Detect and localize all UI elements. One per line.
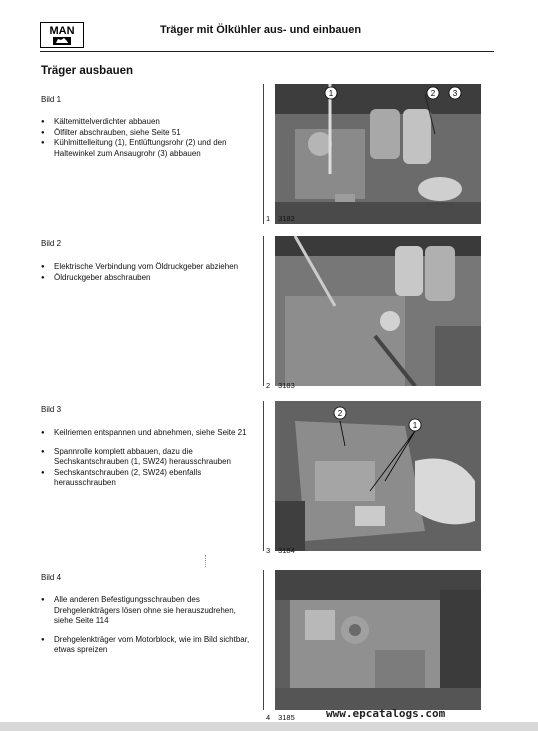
callout-2 [427, 87, 439, 99]
step-2-bullets [41, 262, 251, 283]
step-3-bullets [41, 428, 251, 489]
section-title: Träger ausbauen [41, 65, 134, 77]
callout-3 [449, 87, 461, 99]
figure-4-number: 4 [266, 713, 271, 722]
figure-4-caption [266, 713, 295, 722]
figure-2-number: 2 [266, 381, 271, 390]
engine-photo-2 [275, 236, 481, 386]
engine-photo-4 [275, 570, 481, 710]
step-4-bullet-2: ● Drehgelenkträger vom Motorblock, wie im Bild sichtbar, etwas spreizen [41, 635, 251, 656]
step-2-divider [263, 236, 264, 386]
figure-1-number: 1 [266, 214, 271, 223]
svg-text:2: 2 [430, 89, 436, 98]
callout-1 [325, 87, 337, 99]
svg-text:1: 1 [328, 89, 334, 98]
callout-2 [334, 407, 346, 419]
man-logo-icon [40, 22, 84, 48]
figure-1-code: 3182 [278, 214, 295, 223]
separator-mark [205, 555, 206, 567]
page-title: Träger mit Ölkühler aus- und einbauen [160, 24, 362, 36]
step-2-label: Bild 2 [41, 239, 62, 248]
step-1-bullet-3: ● Kühlmittelleitung (1), Entlüftungsrohr (2) und den Haltewinkel zum Ansaugrohr (3) abbauen [41, 138, 251, 159]
step-1-bullets [41, 117, 251, 159]
figure-3-number: 3 [266, 546, 271, 555]
step-2-bullet-1: ● Elektrische Verbindung vom Öldruckgeber abziehen [41, 262, 251, 273]
step-1-callouts [275, 84, 481, 224]
step-1-bullet-2: ● Ölfilter abschrauben, siehe Seite 51 [41, 128, 251, 139]
step-3-bullet-3: ● Sechskantschrauben (2, SW24) ebenfalls herausschrauben [41, 468, 251, 489]
bottom-scroll-bar [0, 722, 538, 731]
step-3-bullet-1: ● Keilriemen entspannen und abnehmen, siehe Seite 21 [41, 428, 251, 439]
step-1-label: Bild 1 [41, 95, 62, 104]
figure-3-code: 3184 [278, 546, 295, 555]
step-3-label: Bild 3 [41, 405, 62, 414]
step-1-divider [263, 84, 264, 224]
figure-3-caption [266, 546, 295, 555]
figure-2-caption [266, 381, 295, 390]
step-4-label: Bild 4 [41, 573, 62, 582]
figure-4-code: 3185 [278, 713, 295, 722]
watermark-link[interactable]: www.epcatalogs.com [326, 707, 446, 720]
header-divider [40, 51, 494, 52]
step-4-divider [263, 570, 264, 710]
step-4-bullets [41, 595, 251, 656]
svg-text:3: 3 [452, 89, 458, 98]
svg-text:1: 1 [412, 421, 418, 430]
callout-1 [409, 419, 421, 431]
figure-1-caption [266, 214, 295, 223]
figure-2-code: 3183 [278, 381, 295, 390]
svg-text:2: 2 [337, 409, 343, 418]
logo-text: MAN [49, 25, 75, 37]
step-1-bullet-1: ● Kältemittelverdichter abbauen [41, 117, 251, 128]
step-3-callouts [275, 401, 481, 551]
step-3-bullet-2: ● Spannrolle komplett abbauen, dazu die Sechskantschrauben (1, SW24) herausschrauben [41, 447, 251, 468]
step-2-bullet-2: ● Öldruckgeber abschrauben [41, 273, 251, 284]
step-3-divider [263, 401, 264, 551]
step-4-bullet-1: ● Alle anderen Befestigungsschrauben des Drehgelenkträgers lösen ohne sie herauszudrehen, siehe Seite 114 [41, 595, 251, 627]
